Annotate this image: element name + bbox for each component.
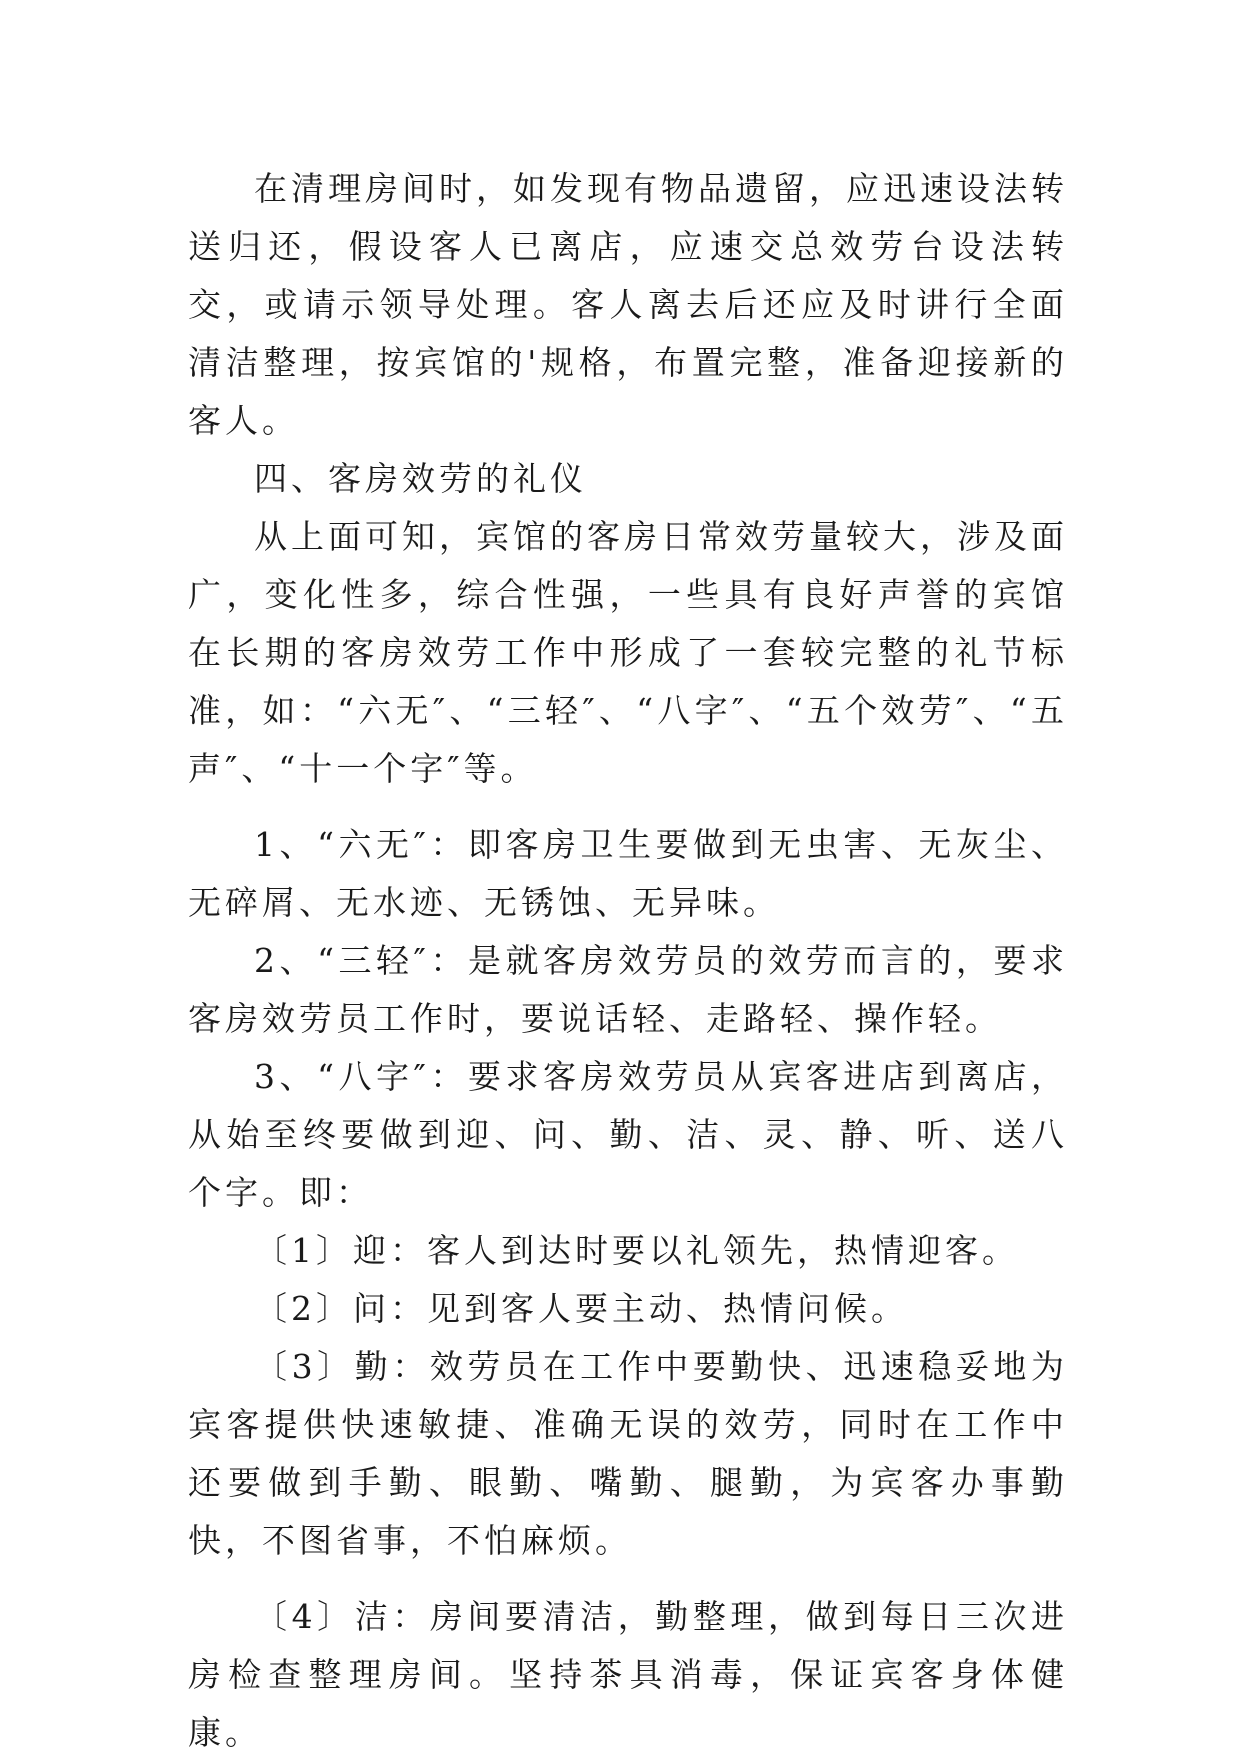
document-body <box>188 160 1068 1762</box>
paragraph-overview: 从上面可知，宾馆的客房日常效劳量较大，涉及面广，变化性多，综合性强，一些具有良好声誉的宾馆在长期的客房效劳工作中形成了一套较完整的礼节标准，如：“六无″、“三轻″、“八字″、“五个效劳″、“五声″、“十一个字″等。 <box>188 517 1068 788</box>
paragraph-three-lights: 2、“三轻″：是就客房效劳员的效劳而言的，要求客房效劳员工作时，要说话轻、走路轻、操作轻。 <box>188 941 1068 1038</box>
paragraph-six-nos: 1、“六无″：即客房卫生要做到无虫害、无灰尘、无碎屑、无水迹、无锈蚀、无异味。 <box>188 825 1068 922</box>
paragraph-item-welcome: 〔1〕迎：客人到达时要以礼领先，热情迎客。 <box>254 1231 1019 1270</box>
paragraph-item-diligent: 〔3〕勤：效劳员在工作中要勤快、迅速稳妥地为宾客提供快速敏捷、准确无误的效劳，同时在工作中还要做到手勤、眼勤、嘴勤、腿勤，为宾客办事勤快，不图省事，不怕麻烦。 <box>188 1347 1068 1560</box>
section-heading-etiquette: 四、客房效劳的礼仪 <box>254 459 587 498</box>
paragraph-item-clean: 〔4〕洁：房间要清洁，勤整理，做到每日三次进房检查整理房间。坚持茶具消毒，保证宾客身体健康。 <box>188 1597 1068 1752</box>
paragraph-eight-words: 3、“八字″：要求客房效劳员从宾客进店到离店，从始至终要做到迎、问、勤、洁、灵、静、听、送八个字。即： <box>188 1057 1068 1212</box>
paragraph-item-greet: 〔2〕问：见到客人要主动、热情问候。 <box>254 1289 908 1328</box>
paragraph-lost-items: 在清理房间时，如发现有物品遗留，应迅速设法转送归还，假设客人已离店，应速交总效劳台设法转交，或请示领导处理。客人离去后还应及时讲行全面清洁整理，按宾馆的'规格，布置完整，准备迎接新的客人。 <box>188 169 1068 440</box>
